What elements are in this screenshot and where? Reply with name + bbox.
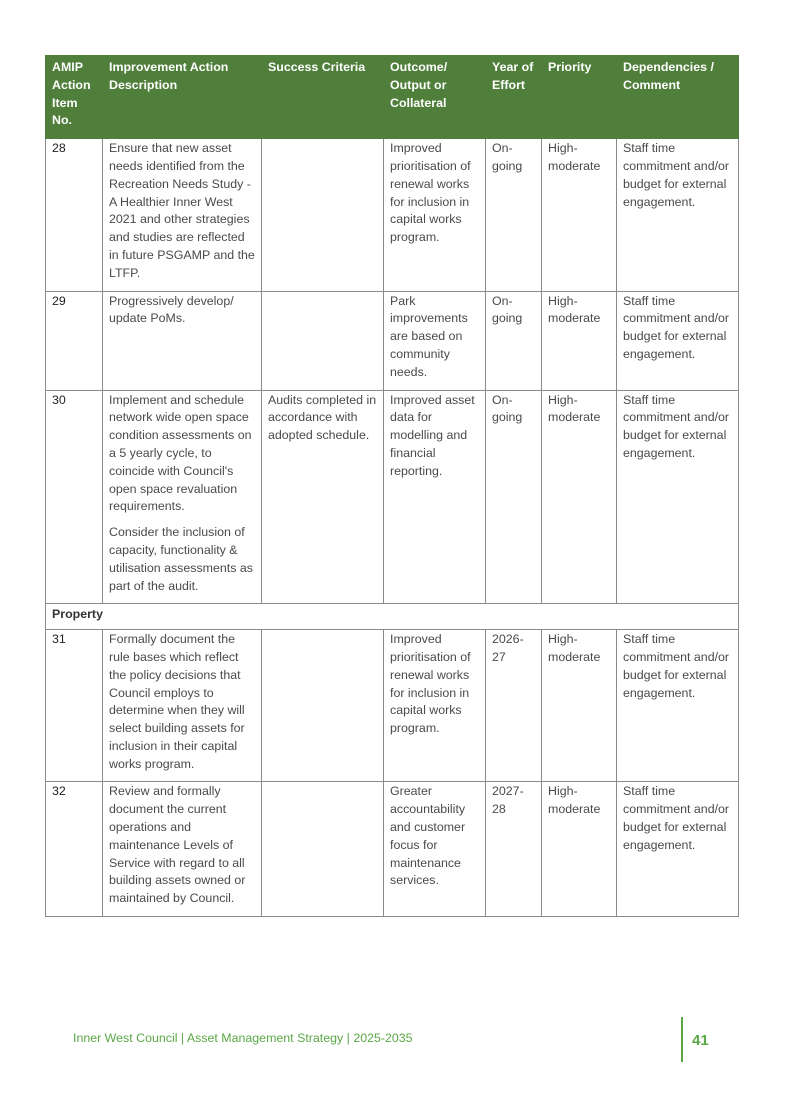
outcome-cell: Greater accountability and customer focus for maintenance services. [384, 782, 486, 917]
priority-cell: High-moderate [542, 139, 617, 291]
priority-cell: High-moderate [542, 630, 617, 782]
description-text: Progressively develop/ update PoMs. [109, 293, 234, 326]
year-cell: 2026-27 [486, 630, 542, 782]
table-row [46, 139, 739, 291]
description-cell [103, 390, 262, 604]
dependencies-cell: Staff time commitment and/or budget for external engagement. [617, 782, 739, 917]
item-no: 30 [46, 390, 103, 604]
priority-cell: High-moderate [542, 782, 617, 917]
item-no: 28 [46, 139, 103, 291]
dependencies-cell: Staff time commitment and/or budget for external engagement. [617, 139, 739, 291]
outcome-cell: Park improvements are based on community needs. [384, 291, 486, 390]
description-text: Ensure that new asset needs identified from the Recreation Needs Study - A Healthier Inner West 2021 and other strategies and studies are reflected in future PSGAMP and the LTFP. [109, 141, 255, 280]
priority-cell: High-moderate [542, 390, 617, 604]
header-year: Year of Effort [486, 56, 542, 139]
success-cell [262, 139, 384, 291]
header-item-no: AMIP Action Item No. [46, 56, 103, 139]
outcome-cell: Improved prioritisation of renewal works for inclusion in capital works program. [384, 630, 486, 782]
header-success-criteria: Success Criteria [262, 56, 384, 139]
year-cell: On-going [486, 291, 542, 390]
success-cell [262, 630, 384, 782]
footer-text: Inner West Council | Asset Management Strategy | 2025-2035 [73, 1031, 413, 1045]
description-text: Review and formally document the current operations and maintenance Levels of Service with regard to all building assets owned or maintained by Council. [109, 784, 246, 906]
footer-divider [681, 1017, 683, 1062]
success-cell [262, 782, 384, 917]
item-no: 32 [46, 782, 103, 917]
table-header-row [46, 56, 739, 139]
description-cell [103, 630, 262, 782]
amip-table [45, 55, 739, 917]
description-text: Consider the inclusion of capacity, functionality & utilisation assessments as part of the audit. [109, 525, 253, 593]
outcome-cell: Improved prioritisation of renewal works for inclusion in capital works program. [384, 139, 486, 291]
description-text: Formally document the rule bases which reflect the policy decisions that Council employs to determine when they will select building assets for inclusion in their capital works program. [109, 632, 245, 771]
priority-cell: High-moderate [542, 291, 617, 390]
year-cell: On-going [486, 139, 542, 291]
section-label-property: Property [46, 604, 739, 630]
header-description: Improvement Action Description [103, 56, 262, 139]
header-dependencies: Dependencies / Comment [617, 56, 739, 139]
item-no: 31 [46, 630, 103, 782]
year-cell: On-going [486, 390, 542, 604]
section-row [46, 604, 739, 630]
table-row [46, 390, 739, 604]
success-cell [262, 291, 384, 390]
description-text: Implement and schedule network wide open space condition assessments on a 5 yearly cycle, to coincide with Council's open space revaluation requirements. [109, 392, 252, 514]
success-cell: Audits completed in accordance with adopted schedule. [262, 390, 384, 604]
page-number: 41 [692, 1032, 709, 1049]
description-cell [103, 139, 262, 291]
table-row [46, 630, 739, 782]
year-cell: 2027-28 [486, 782, 542, 917]
dependencies-cell: Staff time commitment and/or budget for external engagement. [617, 390, 739, 604]
table-row [46, 291, 739, 390]
description-cell [103, 782, 262, 917]
item-no: 29 [46, 291, 103, 390]
dependencies-cell: Staff time commitment and/or budget for external engagement. [617, 291, 739, 390]
description-cell [103, 291, 262, 390]
outcome-cell: Improved asset data for modelling and financial reporting. [384, 390, 486, 604]
table-row [46, 782, 739, 917]
dependencies-cell: Staff time commitment and/or budget for external engagement. [617, 630, 739, 782]
header-priority: Priority [542, 56, 617, 139]
header-outcome: Outcome/ Output or Collateral [384, 56, 486, 139]
